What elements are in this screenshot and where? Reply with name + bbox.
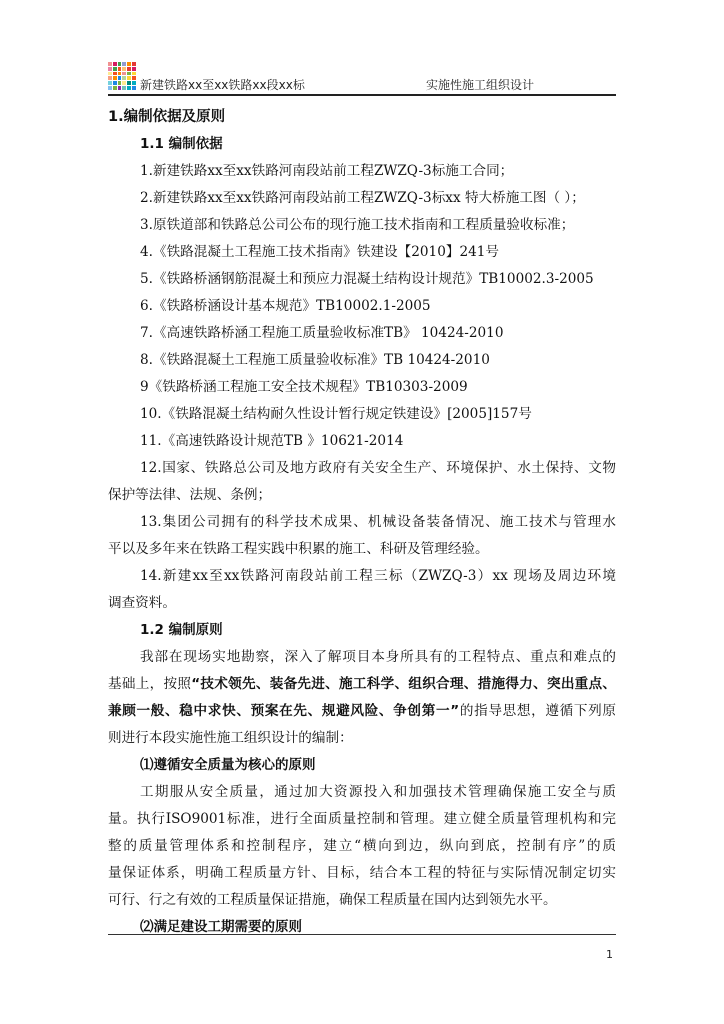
logo-tile — [122, 72, 126, 76]
logo-tile — [127, 67, 131, 71]
logo-tile — [113, 76, 117, 80]
logo-tile — [127, 81, 131, 85]
logo-tile — [132, 62, 136, 66]
logo-tile — [127, 62, 131, 66]
logo-tile — [118, 67, 122, 71]
basis-item-12-line2: 保护等法律、法规、条例； — [108, 487, 272, 503]
logo-tile — [113, 62, 117, 66]
logo-tile — [108, 76, 112, 80]
logo-tile — [113, 86, 117, 90]
principle-2-title: ⑵满足建设工期需要的原则 — [140, 919, 302, 935]
basis-item: 7.《高速铁路桥涵工程施工质量验收标准TB》 10424-2010 — [140, 325, 504, 341]
basis-item: 4.《铁路混凝土工程施工技术指南》铁建设【2010】241号 — [140, 244, 499, 260]
logo-tile — [132, 86, 136, 90]
basis-item-13-line2: 平以及多年来在铁路工程实践中积累的施工、科研及管理经验。 — [108, 541, 489, 557]
basis-item: 9《铁路桥涵工程施工安全技术规程》TB10303-2009 — [140, 379, 468, 395]
logo-tile — [127, 76, 131, 80]
logo-tile — [118, 76, 122, 80]
logo-tile — [132, 81, 136, 85]
logo-tile — [108, 86, 112, 90]
principle-motto-part2: 兼顾一般、稳中求快、预案在先、规避风险、争创第一” — [108, 703, 460, 719]
subsection-title-basis-text: 1.1 编制依据 — [140, 136, 223, 152]
logo-tile — [113, 67, 117, 71]
subsection-title-principles — [108, 617, 616, 644]
principle-1-line1: 工期服从安全质量，通过加大资源投入和加强技术管理确保施工安全与质 — [140, 784, 616, 800]
header-document-title: 实施性施工组织设计 — [426, 78, 535, 92]
header-divider — [108, 94, 616, 96]
logo-tile — [122, 67, 126, 71]
principle-1-line5: 可行、行之有效的工程质量保证措施，确保工程质量在国内达到领先水平。 — [108, 892, 557, 908]
logo-tile — [113, 72, 117, 76]
page-header — [108, 62, 616, 94]
subsection-title-principles-text: 1.2 编制原则 — [140, 622, 223, 638]
logo-tile — [108, 62, 112, 66]
principle-motto-part1: “技术领先、装备先进、施工科学、组织合理、措施得力、突出重点、 — [191, 676, 616, 692]
logo-tile — [108, 67, 112, 71]
principle-line2-text: 基础上，按照 — [108, 676, 192, 692]
basis-item: 11.《高速铁路设计规范TB 》10621-2014 — [140, 433, 404, 449]
basis-item: 2.新建铁路xx至xx铁路河南段站前工程ZWZQ-3标xx 特大桥施工图（ ）； — [140, 190, 585, 206]
basis-item-14-line2: 调查资料。 — [108, 595, 176, 611]
logo-tile — [127, 72, 131, 76]
basis-item: 10.《铁路混凝土结构耐久性设计暂行规定铁建设》[2005]157号 — [140, 406, 532, 422]
logo-tile — [113, 81, 117, 85]
logo-tile — [127, 86, 131, 90]
principle-line1: 我部在现场实地勘察，深入了解项目本身所具有的工程特点、重点和难点的 — [140, 649, 616, 665]
basis-item-12-line1: 12.国家、铁路总公司及地方政府有关安全生产、环境保护、水土保持、文物 — [140, 460, 616, 476]
logo-tile — [122, 62, 126, 66]
principle-1-line4: 量保证体系，明确工程质量方针、目标，结合本工程的特征与实际情况制定切实 — [108, 865, 616, 881]
basis-item: 6.《铁路桥涵设计基本规范》TB10002.1-2005 — [140, 298, 431, 314]
basis-item: 1.新建铁路xx至xx铁路河南段站前工程ZWZQ-3标施工合同； — [140, 163, 514, 179]
principle-line3 — [108, 698, 616, 725]
logo-tile — [132, 67, 136, 71]
logo-tile — [132, 72, 136, 76]
logo-tile — [118, 62, 122, 66]
subsection-title-basis — [108, 131, 616, 158]
logo-tile — [122, 86, 126, 90]
basis-item: 5.《铁路桥涵钢筋混凝土和预应力混凝土结构设计规范》TB10002.3-2005 — [140, 271, 594, 287]
section-title: 1.编制依据及原则 — [108, 109, 226, 125]
principle-1-line3: 整的质量管理体系和控制程序，建立“横向到边，纵向到底，控制有序”的质 — [108, 838, 616, 854]
page-number: 1 — [606, 948, 613, 961]
principle-line4: 则进行本段实施性施工组织设计的编制： — [108, 730, 353, 746]
header-project-title: 新建铁路xx至xx铁路xx段xx标 — [140, 78, 305, 92]
basis-item-13-line1: 13.集团公司拥有的科学技术成果、机械设备装备情况、施工技术与管理水 — [140, 514, 616, 530]
logo-tile — [108, 81, 112, 85]
basis-item-14-line1: 14.新建xx至xx铁路河南段站前工程三标（ZWZQ-3）xx 现场及周边环境 — [140, 568, 616, 584]
principle-1-line2: 量。执行ISO9001标准，进行全面质量控制和管理。建立健全质量管理机构和完 — [108, 811, 616, 827]
principle-line2 — [108, 671, 616, 698]
logo-tile — [122, 81, 126, 85]
company-logo — [108, 62, 136, 90]
principle-1-title: ⑴遵循安全质量为核心的原则 — [140, 757, 316, 773]
basis-item: 8.《铁路混凝土工程施工质量验收标准》TB 10424-2010 — [140, 352, 490, 368]
footer-divider — [108, 934, 616, 935]
logo-tile — [122, 76, 126, 80]
logo-tile — [132, 76, 136, 80]
basis-item: 3.原铁道部和铁路总公司公布的现行施工技术指南和工程质量验收标准； — [140, 217, 575, 233]
principle-line3-text: 的指导思想，遵循下列原 — [459, 703, 616, 719]
logo-tile — [118, 72, 122, 76]
logo-tile — [118, 81, 122, 85]
logo-tile — [118, 86, 122, 90]
logo-tile — [108, 72, 112, 76]
document-body — [108, 104, 616, 941]
